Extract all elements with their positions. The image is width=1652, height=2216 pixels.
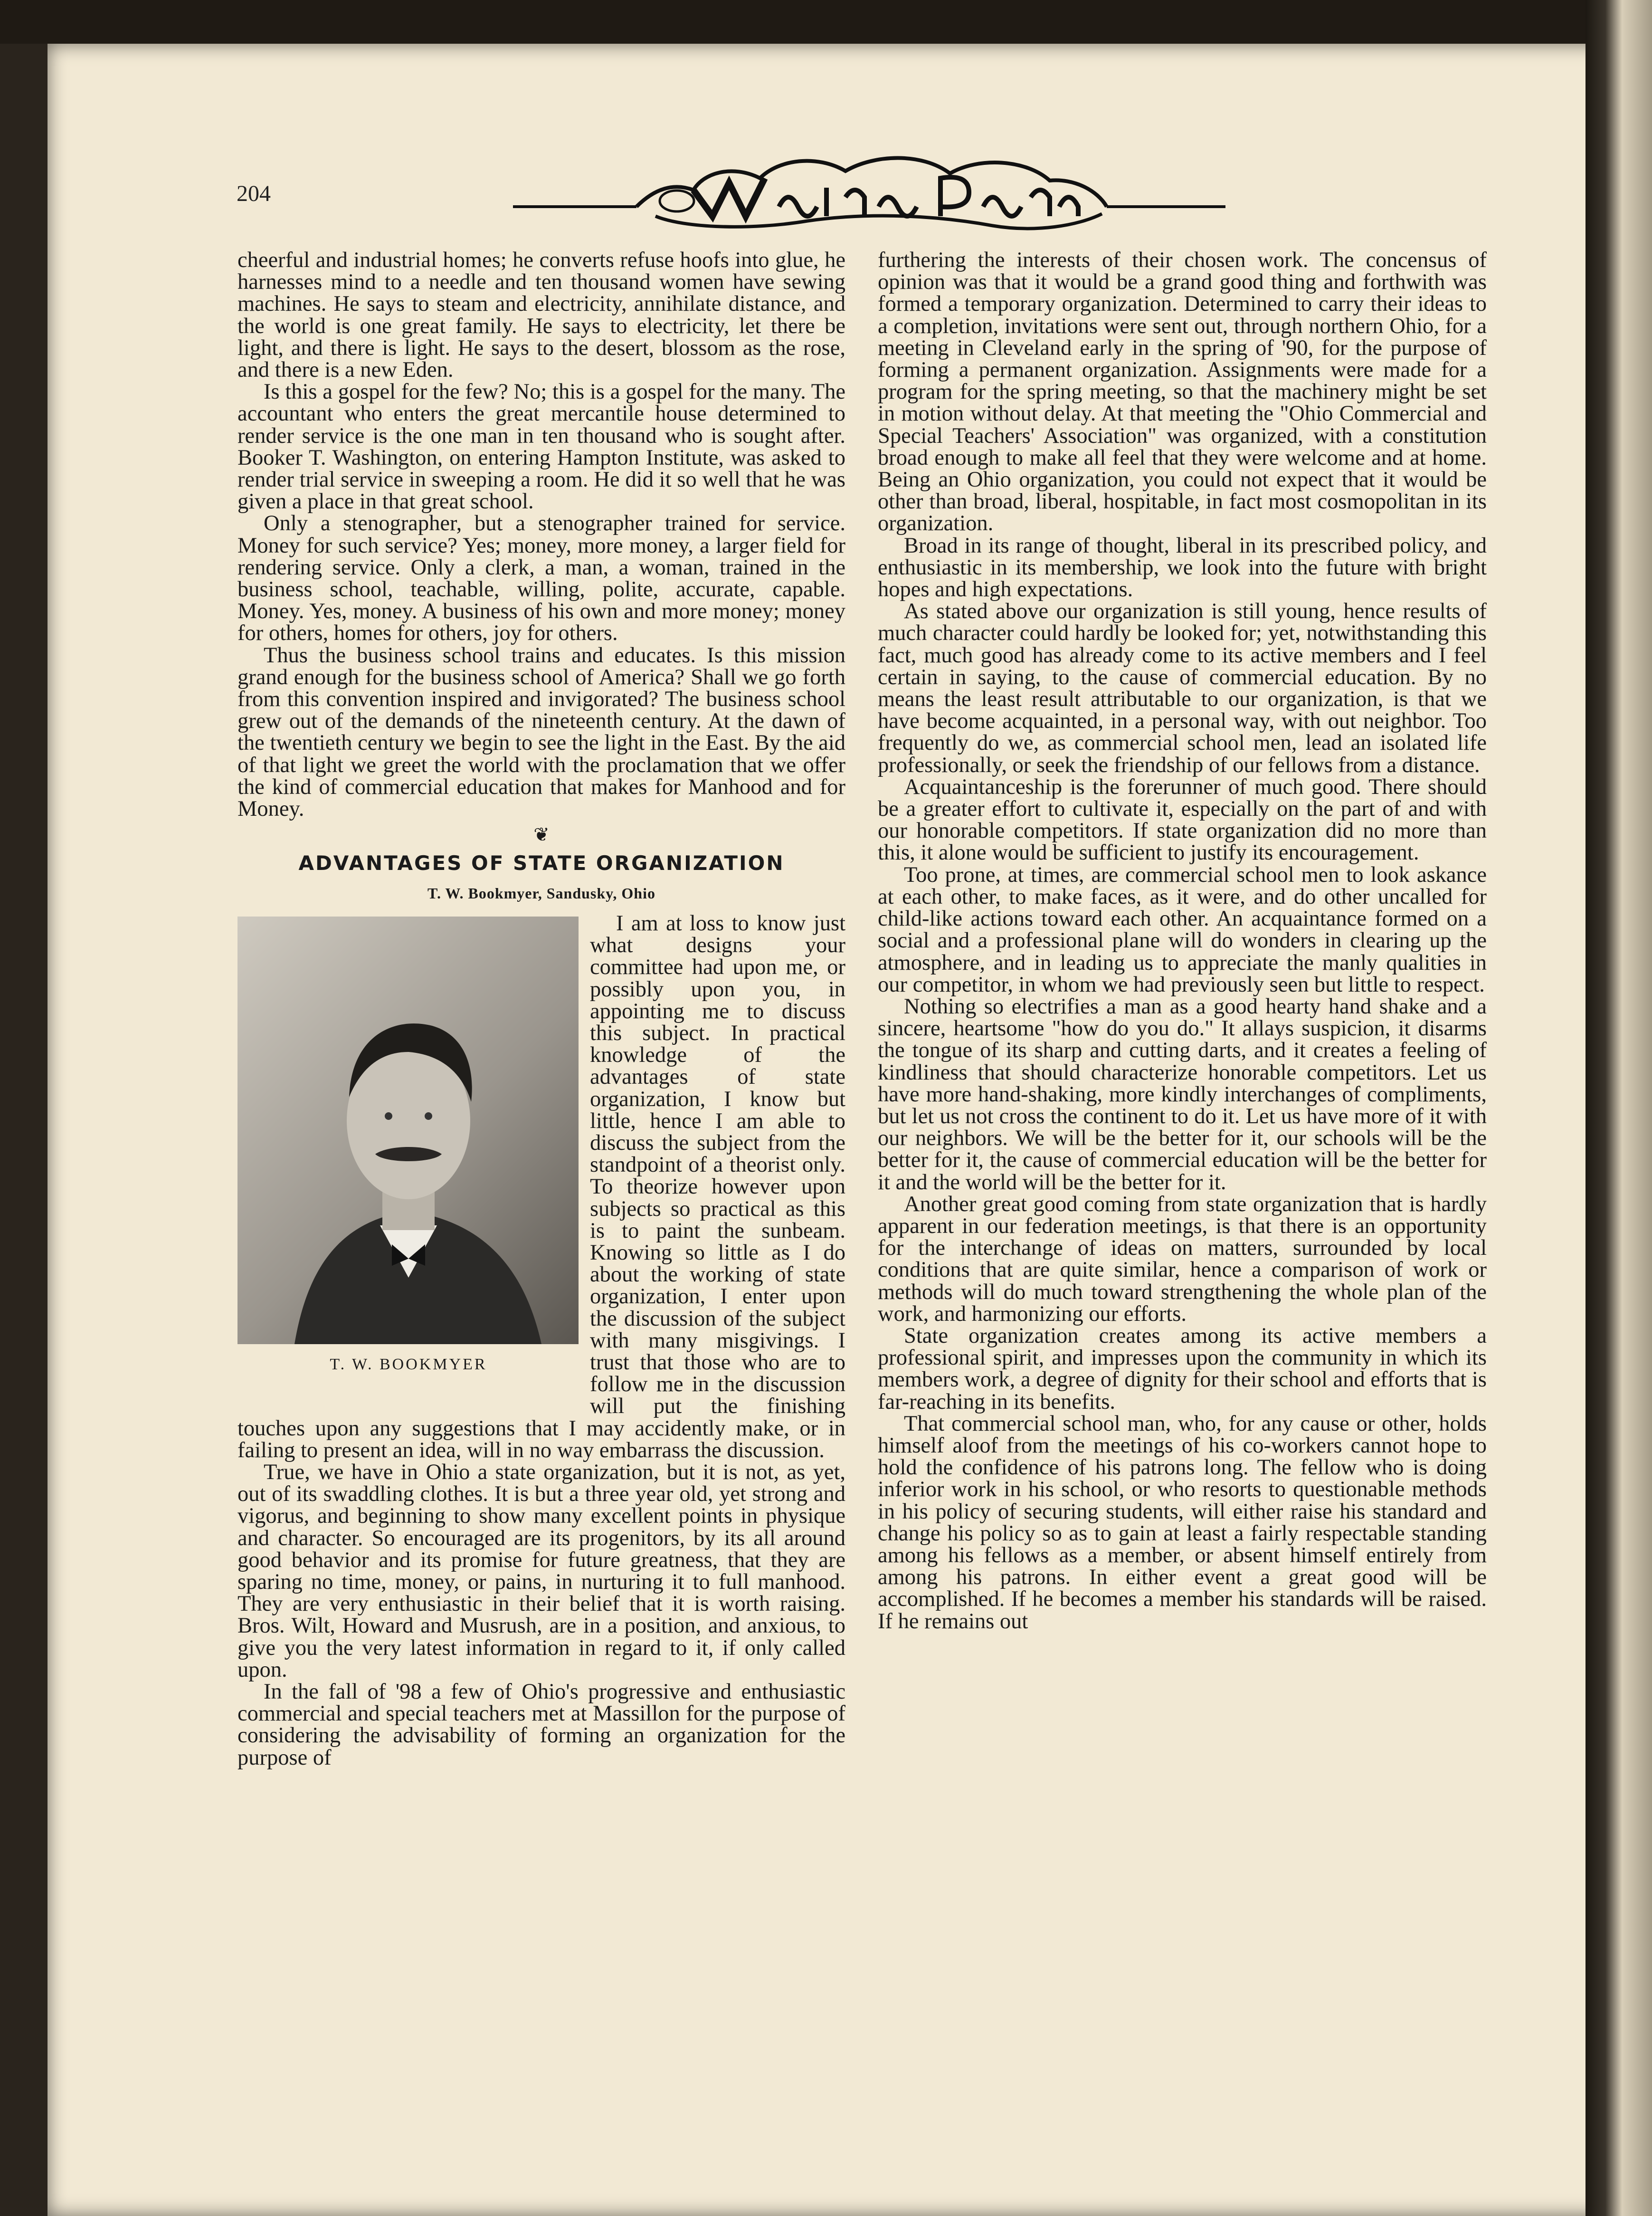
paragraph: cheerful and industrial homes; he converts refuse hoofs into glue, he harnesses mind to a needle and ten thousand women have sewing machines. He says to steam and electricity, annihilate distance, and the world is one great family. He says to electricity, let there be light, and there is light. He says to the desert, blossom as the rose, and there is a new Eden. (237, 248, 845, 382)
scan-top-border (0, 0, 1652, 44)
paragraph: Is this a gospel for the few? No; this is a gospel for the many. The accountant who enters the great mercantile house determined to render service is the one man in ten thousand who is sought after. Booker T. Washington, on entering Hampton Institute, was asked to render trial service in sweeping a room. He did it so well that he was given a place in that great school. (237, 380, 845, 514)
paragraph: Thus the business school trains and educates. Is this mission grand enough for the business school of America? Shall we go forth from this convention inspired and invigorated? The business school grew out of the demands of the nineteenth century. At the dawn of the twentieth century we begin to see the light in the East. By the aid of that light we greet the world with the proclamation that we offer the kind of commercial education that makes for Manhood and for Money. (237, 643, 845, 821)
paragraph: I am at loss to know just what designs your committee had upon me, or possibly upon you, in appointing me to discuss this subject. In practical knowledge of the advantages of state organization, I know but little, hence I am able to discuss the subject from the standpoint of a theorist only. To theorize however upon subjects so practical as this is to paint the sunbeam. Knowing so little as I do about the working of state organization, I enter upon the discussion of the subject with many misgivings. I trust that those who are to follow me in the discussion will put the finishing touches upon any suggestions that I may accidently make, or in failing to present an idea, will in no way embarrass the discussion. (237, 911, 845, 1462)
paragraph: Acquaintanceship is the forerunner of much good. There should be a greater effort to cultivate it, especially on the part of and with our honorable competitors. If state organization did no more than this, it alone would be sufficient to justify its encouragement. (878, 774, 1487, 865)
paragraph: In the fall of '98 a few of Ohio's progressive and enthusiastic commercial and special teachers met at Massillon for the purpose of considering the advisability of forming an organization for the purpose of (237, 1680, 845, 1770)
paragraph: Another great good coming from state organization that is hardly apparent in our federation meetings, is that there is an opportunity for the interchange of ideas on matters, surrounded by local conditions that are quite similar, hence a comparison of work or methods will do much toward strengthening the whole plan of the work, and harmonizing our efforts. (878, 1192, 1487, 1326)
paragraph: True, we have in Ohio a state organization, but it is not, as yet, out of its swaddling clothes. It is but a three year old, yet strong and vigorus, and beginning to show many excellent points in physique and character. So encouraged are its progenitors, by its all around good behavior and its promise for future greatness, that they are sparing no time, money, or pains, in nurturing it to full manhood. They are very enthusiastic in their belief that it is worth raising. Bros. Wilt, Howard and Musrush, are in a position, and anxious, to give you the very latest information in regard to it, if only called upon. (237, 1460, 845, 1682)
paragraph: Only a stenographer, but a stenographer trained for service. Money for such service? Yes; money, more money, a larger field for rendering service. Only a clerk, a man, a woman, trained in the business school, teachable, willing, polite, accurate, capable. Money. Yes, money. A business of his own and more money; money for others, homes for others, joy for others. (237, 511, 845, 646)
section-ornament: ❦ (533, 824, 550, 846)
left-column (237, 249, 845, 1769)
article-title: ADVANTAGES OF STATE ORGANIZATION (298, 851, 785, 875)
paragraph: Nothing so electrifies a man as a good hearty hand shake and a sincere, heartsome "how do you do." It allays suspicion, it disarms the tongue of its sharp and cutting darts, and it creates a feeling of kindliness that should characterize honorable competitors. Let us have more hand-shaking, more kindly interchanges of compliments, but let us not cross the continent to do it. Let us have more of it with our neighbors. We will be the better for it, our schools will be the better for it, the cause of commercial education will be the better for it and the world will be the better for it. (878, 994, 1487, 1194)
paragraph: That commercial school man, who, for any cause or other, holds himself aloof from the meetings of his co-workers cannot hope to hold the confidence of his patrons long. The fellow who is doing inferior work in his school, or who resorts to questionable methods in his policy of securing students, will either raise his standard and change his policy so as to gain at least a fairly respectable standing among his fellows as a member, or absent himself entirely from among his patrons. In either event a great good will be accomplished. If he becomes a member his standards will be raised. If he remains out (878, 1411, 1487, 1633)
right-column (878, 249, 1487, 1633)
portrait-photo (237, 917, 579, 1344)
paragraph: Broad in its range of thought, liberal in its prescribed policy, and enthusiastic in its membership, we look into the future with bright hopes and high expectations. (878, 533, 1487, 602)
portrait-caption: T. W. BOOKMYER (330, 1355, 487, 1373)
article-byline: T. W. Bookmyer, Sandusky, Ohio (427, 884, 655, 902)
portrait-figure (237, 917, 579, 1396)
paragraph: furthering the interests of their chosen work. The concensus of opinion was that it would be a grand good thing and forthwith was formed a temporary organization. Determined to carry their ideas to a completion, invitations were sent out, through northern Ohio, for a meeting in Cleveland early in the spring of '90, for the purpose of forming a permanent organization. Assignments were made for a program for the spring meeting, so that the machinery might be set in motion without delay. At that meeting the "Ohio Commercial and Special Teachers' Association" was organized, with a constitution broad enough to make all feel that they were welcome and at home. Being an Ohio organization, you could not expect that it would be other than broad, liberal, hospitable, in fact most cosmopolitan in its organization. (878, 248, 1487, 536)
book-edge (1586, 0, 1652, 2216)
page-number: 204 (237, 181, 271, 206)
masthead-logo (513, 145, 1225, 240)
paragraph: State organization creates among its active members a professional spirit, and impresses upon the community in which its members work, a degree of dignity for their school and efforts that is far-reaching in its benefits. (878, 1323, 1487, 1414)
paragraph: As stated above our organization is still young, hence results of much character could hardly be looked for; yet, notwithstanding this fact, much good has already come to its active members and I feel certain in saying, to the cause of commercial education. By no means the least result attributable to our organization, is that we have become acquainted, in a personal way, with out neighbor. Too frequently do we, as commercial school men, lead an isolated life professionally, or seek the friendship of our fellows from a distance. (878, 599, 1487, 777)
paragraph: Too prone, at times, are commercial school men to look askance at each other, to make faces, as it were, and do other uncalled for child-like actions toward each other. An acquaintance formed on a social and a professional plane will do wonders in clearing up the atmosphere, and in leading us to appreciate the manly qualities in our competitor, in whom we had previously seen but little to respect. (878, 862, 1487, 997)
